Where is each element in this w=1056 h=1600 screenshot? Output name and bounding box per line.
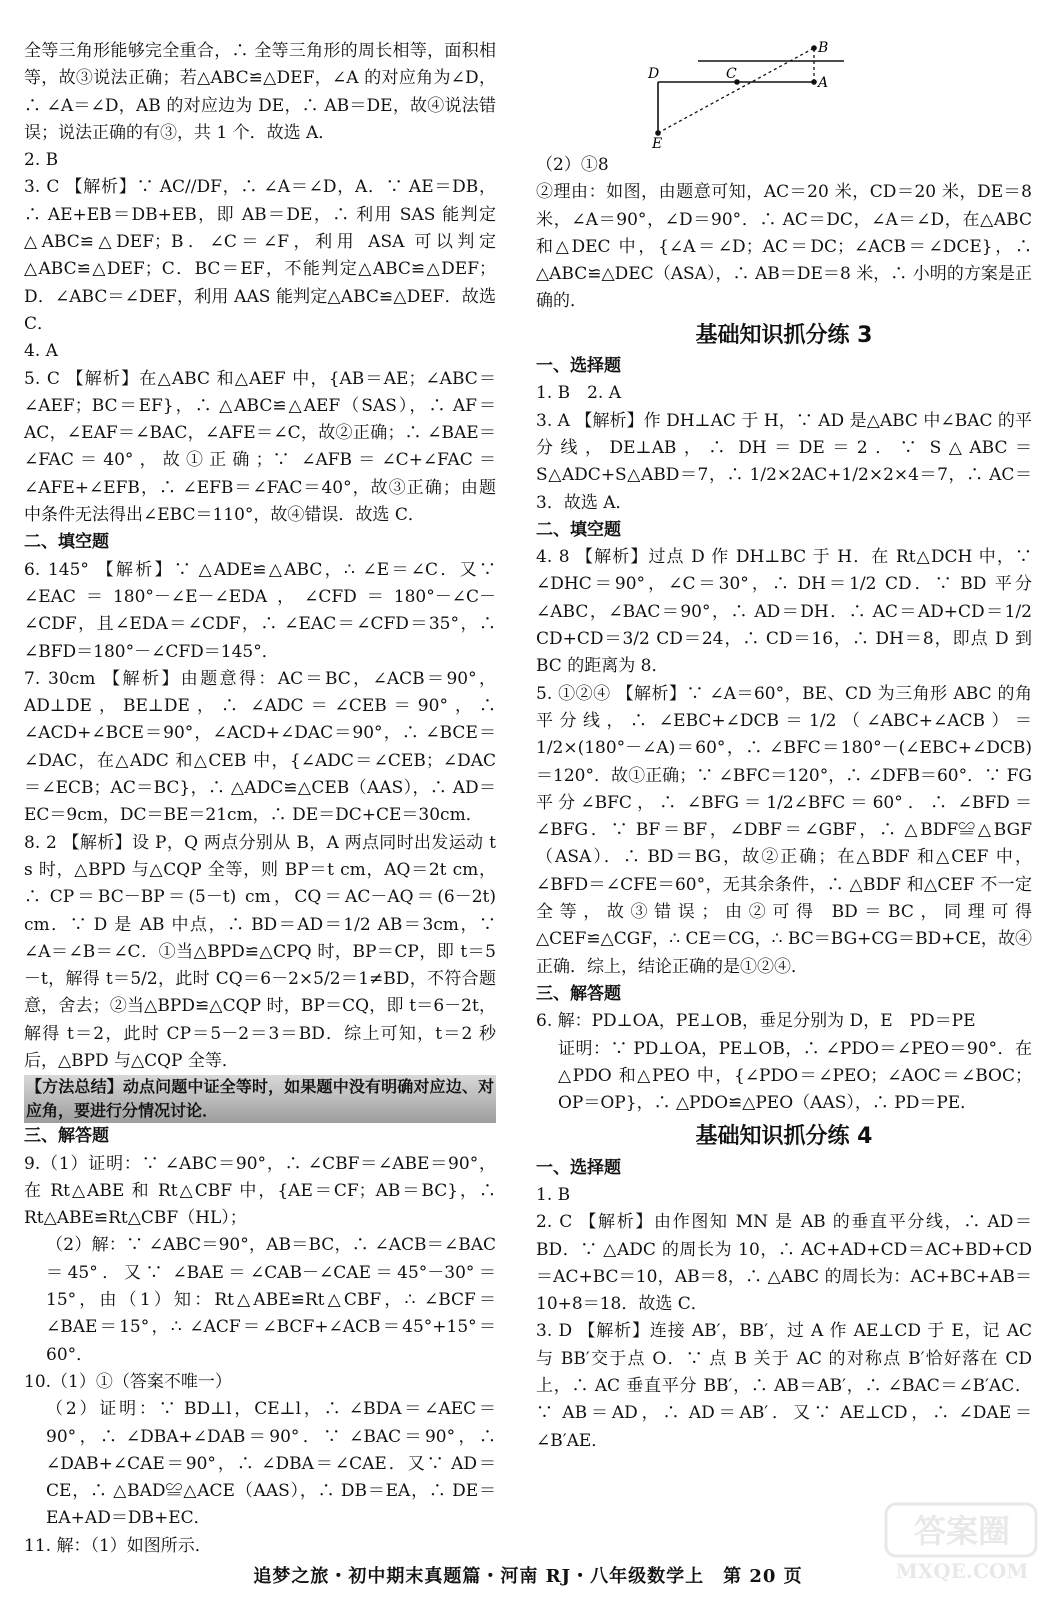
section-title-4: 基础知识抓分练 4: [695, 1124, 873, 1150]
answer-paragraph: ②理由：如图，由题意可知，AC＝20 米，CD＝20 米，DE＝8 米，∠A＝90°，∠D＝90°．∴ AC＝DC，∠A＝∠D，在△ABC 和△DEC 中，{∠A＝∠D；AC＝DC；∠ACB＝∠DCE}，∴ △ABC≌△DEC（ASA），∴ AB＝DE＝8 米，∴ 小明的方案是正确的．: [536, 182, 1032, 312]
answer-paragraph: 4. 8 【解析】过点 D 作 DH⊥BC 于 H．在 Rt△DCH 中，∵ ∠DHC＝90°，∠C＝30°，∴ DH＝1/2 CD．∵ BD 平分∠ABC，∠BAC＝90°，∴ AD＝DH．∴ AC＝AD+CD＝1/2 CD+CD＝3/2 CD＝24，∴ CD＝16，∴ DH＝8，即点 D 到 BC 的距离为 8．: [536, 547, 1032, 677]
answer-paragraph: 5. ①②④ 【解析】∵ ∠A＝60°，BE、CD 为三角形 ABC 的角平分线，∴ ∠EBC+∠DCB＝1/2（∠ABC+∠ACB）＝1/2×(180°－∠A)＝60°，∴ ∠BFC＝180°－(∠EBC+∠DCB)＝120°．故①正确；∵ ∠BFC＝120°，∴ ∠DFB＝60°．∵ FG 平分∠BFC，∴ ∠BFG＝1/2∠BFC＝60°．∴ ∠BFD＝∠BFG．∵ BF＝BF，∠DBF＝∠GBF，∴ △BDF≌△BGF（ASA）．∴ BD＝BG，故②正确；在△BDF 和△CEF 中，∠BFD＝∠CFE＝60°，无其余条件，∴ △BDF 和△CEF 不一定全等，故③错误；由②可得 BD＝BC，同理可得△CEF≌△CGF，∴ CE＝CG，∴ BC＝BG+CG＝BD+CE，故④正确．综上，结论正确的是①②④．: [536, 683, 1032, 977]
answer-paragraph: 6. 解：PD⊥OA，PE⊥OB，垂足分别为 D，E PD＝PE: [536, 1011, 976, 1032]
fig-label-d: D: [648, 66, 660, 82]
answer-paragraph: 证明：∵ PD⊥OA，PE⊥OB，∴ ∠PDO＝∠PEO＝90°．在△PDO 和△PEO 中，{∠PDO＝∠PEO；∠AOC＝∠BOC；OP＝OP}，∴ △PDO≌△PEO（AAS），∴ PD＝PE．: [558, 1038, 1032, 1114]
answer-paragraph: 1. B 2. A: [536, 383, 622, 404]
watermark-logo: [882, 1498, 1042, 1588]
answer-paragraph: 7. 30cm 【解析】由题意得：AC＝BC，∠ACB＝90°，AD⊥DE，BE⊥DE，∴ ∠ADC＝∠CEB＝90°，∴ ∠ACD+∠BCE＝90°，∠ACD+∠DAC＝90°，∴ ∠BCE＝∠DAC，在△ADC 和△CEB 中，{∠ADC＝∠CEB；∠DAC＝∠ECB；AC＝BC}，∴ △ADC≌△CEB（AAS），∴ AD＝EC＝9cm，DC＝BE＝21cm，∴ DE＝DC+CE＝30cm．: [24, 668, 496, 826]
answer-paragraph: 1. B: [536, 1184, 571, 1205]
answer-paragraph: 10.（1）①（答案不唯一）: [24, 1371, 232, 1392]
answer-paragraph: 8. 2 【解析】设 P，Q 两点分别从 B，A 两点同时出发运动 t s 时，△BPD 与△CQP 全等，则 BP＝t cm，AQ＝2t cm，∴ CP＝BC－BP＝(5－t) cm，CQ＝AC－AQ＝(6－2t) cm．∵ D 是 AB 中点，∴ BD＝AD＝1/2 AB＝3cm，∵ ∠A＝∠B＝∠C．①当△BPD≌△CPQ 时，BP＝CP，即 t＝5－t，解得 t＝5/2，此时 CQ＝6－2×5/2＝1≠BD，不符合题意，舍去；②当△BPD≌△CQP 时，BP＝CQ，即 t＝6－2t，解得 t＝2，此时 CP＝5－2＝3＝BD．综上可知，t＝2 秒后，△BPD 与△CQP 全等．: [24, 832, 496, 1071]
fig-label-e: E: [652, 136, 663, 150]
section-heading: 一、选择题: [536, 1157, 621, 1178]
section-heading: 三、解答题: [24, 1126, 109, 1147]
answer-paragraph: （2）解：∵ ∠ABC＝90°，AB＝BC，∴ ∠ACB＝∠BAC＝45°．又∵ ∠BAE＝∠CAB－∠CAE＝45°－30°＝15°，由（1）知：Rt△ABE≌Rt△CBF，∴ ∠BCF＝∠BAE＝15°，∴ ∠ACF＝∠BCF+∠ACB＝45°+15°＝60°．: [46, 1235, 496, 1365]
answer-paragraph: 5. C 【解析】在△ABC 和△AEF 中，{AB＝AE；∠ABC＝∠AEF；BC＝EF}，∴ △ABC≌△AEF（SAS），∴ AF＝AC，∠EAF＝∠BAC，∠AFE＝∠C，故②正确；∴ ∠BAE＝∠FAC＝40°，故①正确；∵ ∠AFB＝∠C+∠FAC＝∠AFE+∠EFB，∴ ∠EFB＝∠FAC＝40°，故③正确；由题中条件无法得出∠EBC＝110°，故④错误．故选 C．: [24, 368, 496, 526]
answer-paragraph: 2. C 【解析】由作图知 MN 是 AB 的垂直平分线，∴ AD＝BD．∵ △ADC 的周长为 10，∴ AC+AD+CD＝AC+BD+CD＝AC+BC＝10，AB＝8，∴ △ABC 的周长为：AC+BC+AB＝10+8＝18．故选 C．: [536, 1212, 1032, 1315]
fig-label-b: B: [818, 40, 829, 56]
answer-paragraph: 全等三角形能够完全重合，∴ 全等三角形的周长相等，面积相等，故③说法正确；若△ABC≌△DEF，∠A 的对应角为∠D，∴ ∠A＝∠D，AB 的对应边为 DE，∴ AB＝DE，故④说法错误；说法正确的有③，共 1 个．故选 A．: [24, 41, 496, 143]
answer-paragraph: 4. A: [24, 341, 58, 362]
practice-4-block: [536, 1155, 1032, 1455]
fig-label-a: A: [818, 75, 829, 91]
section-heading: 一、选择题: [536, 356, 621, 377]
answer-paragraph: 3. A 【解析】作 DH⊥AC 于 H，∵ AD 是△ABC 中∠BAC 的平分线，DE⊥AB，∴ DH＝DE＝2．∵ S△ABC＝S△ADC+S△ABD＝7，∴ 1/2×2AC+1/2×2×4＝7，∴ AC＝3．故选 A．: [536, 410, 1032, 513]
answer-paragraph: 9.（1）证明：∵ ∠ABC＝90°，∴ ∠CBF＝∠ABE＝90°，在 Rt△ABE 和 Rt△CBF 中，{AE＝CF；AB＝BC}，∴ Rt△ABE≌Rt△CBF（HL）；: [24, 1153, 496, 1229]
right-column: [536, 38, 1032, 1455]
section-heading: 三、解答题: [536, 983, 621, 1004]
left-column: [24, 38, 496, 1560]
practice-3-block: [536, 353, 1032, 1117]
right-before-block: [536, 152, 1032, 316]
page-footer: 追梦之旅・初中期末真题篇・河南 RJ・八年级数学上 第 20 页: [253, 1566, 803, 1587]
answer-paragraph: 3. D 【解析】连接 AB′，BB′，过 A 作 AE⊥CD 于 E，记 AC 与 BB′交于点 O．∵ 点 B 关于 AC 的对称点 B′恰好落在 CD 上，∴ AC 垂直平分 BB′，∴ AB＝AB′，∴ ∠BAC＝∠B′AC．∵ AB＝AD，∴ AD＝AB′．又∵ AE⊥CD，∴ ∠DAE＝∠B′AE．: [536, 1321, 1032, 1451]
answer-paragraph: 2. B: [24, 150, 59, 171]
svg-text:MXQE.COM: MXQE.COM: [895, 1559, 1029, 1583]
answer-paragraph: 3. C 【解析】∵ AC//DF，∴ ∠A＝∠D，A．∵ AE＝DB，∴ AE+EB＝DB+EB，即 AB＝DE，∴ 利用 SAS 能判定△ABC≌△DEF；B．∠C＝∠F，利用 ASA 可以判定△ABC≌△DEF；C．BC＝EF，不能判定△ABC≌△DEF；D．∠ABC＝∠DEF，利用 AAS 能判定△ABC≌△DEF．故选 C．: [24, 177, 496, 334]
method-summary: 【方法总结】动点问题中证全等时，如果题中没有明确对应边、对应角，要进行分情况讨论．: [24, 1075, 496, 1123]
geometry-figure: [646, 38, 876, 150]
section-title-3: 基础知识抓分练 3: [695, 322, 873, 348]
answer-paragraph: 6. 145° 【解析】∵ △ADE≌△ABC，∴ ∠E＝∠C．又∵ ∠EAC＝180°－∠E－∠EDA，∠CFD＝180°－∠C－∠CDF，且∠EDA＝∠CDF，∴ ∠EAC＝∠CFD＝35°，∴ ∠BFD＝180°－∠CFD＝145°．: [24, 559, 496, 662]
fig-label-c: C: [726, 66, 737, 82]
svg-text:答案圈: 答案圈: [913, 1512, 1011, 1550]
answer-paragraph: （2）证明：∵ BD⊥l，CE⊥l，∴ ∠BDA＝∠AEC＝90°，∴ ∠DBA+∠DAB＝90°．∵ ∠BAC＝90°，∴ ∠DAB+∠CAE＝90°，∴ ∠DBA＝∠CAE．又∵ AD＝CE，∴ △BAD≌△ACE（AAS），∴ DB＝EA，∴ DE＝EA+AD＝DB+EC．: [46, 1399, 496, 1529]
answer-paragraph: （2）①8: [536, 155, 609, 175]
section-heading: 二、填空题: [24, 532, 109, 553]
section-heading: 二、填空题: [536, 519, 621, 540]
answer-paragraph: 11. 解：（1）如图所示．: [24, 1535, 212, 1556]
